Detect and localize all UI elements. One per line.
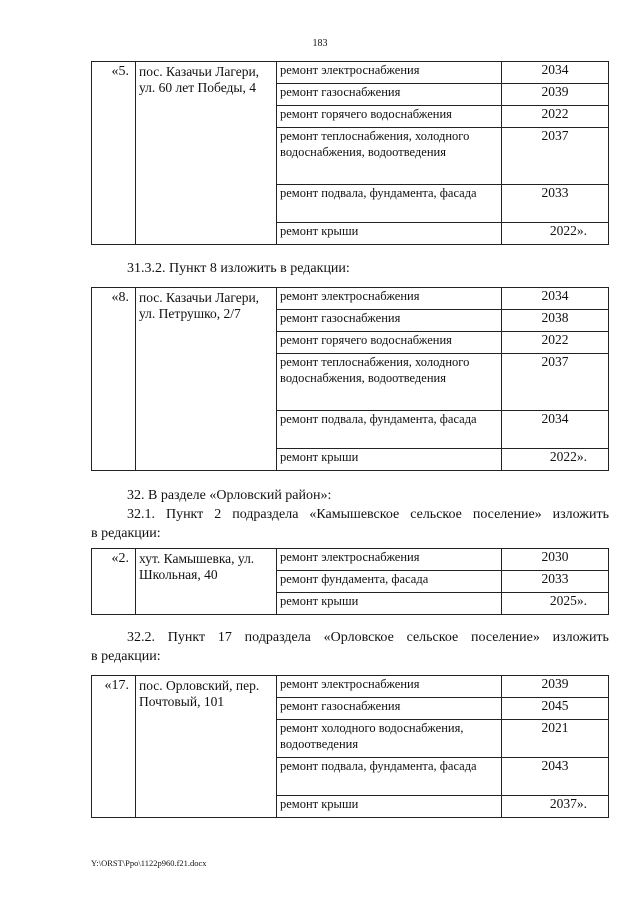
item-address: пос. Казачьи Лагери, ул. 60 лет Победы, 4 [136, 62, 277, 245]
year-cell: 2022 [502, 332, 609, 354]
year-cell: 2039 [502, 84, 609, 106]
year-cell: 2034 [502, 411, 609, 449]
year-cell: 2030 [502, 549, 609, 571]
work-cell: ремонт горячего водоснабжения [277, 332, 502, 354]
work-cell: ремонт крыши [277, 593, 502, 615]
work-cell: ремонт газоснабжения [277, 698, 502, 720]
year-cell: 2037 [502, 128, 609, 185]
year-cell: 2022 [502, 106, 609, 128]
year-cell: 2033 [502, 571, 609, 593]
item-number: «2. [92, 549, 136, 615]
year-cell: 2038 [502, 310, 609, 332]
work-cell: ремонт холодного водоснабжения, водоотведения [277, 720, 502, 758]
year-cell: 2021 [502, 720, 609, 758]
repair-table-item-5 [91, 61, 609, 245]
year-cell: 2043 [502, 758, 609, 796]
paragraph-text: в редакции: [91, 526, 161, 541]
work-cell: ремонт горячего водоснабжения [277, 106, 502, 128]
year-cell: 2039 [502, 676, 609, 698]
year-cell: 2025». [549, 593, 587, 608]
paragraph-31-3-2 [91, 259, 609, 278]
work-cell: ремонт подвала, фундамента, фасада [277, 185, 502, 223]
year-cell: 2022». [549, 223, 587, 238]
work-cell: ремонт крыши [277, 223, 502, 245]
work-cell: ремонт теплоснабжения, холодного водоснабжения, водоотведения [277, 128, 502, 185]
paragraph-text: 32. В разделе «Орловский район»: [127, 488, 332, 503]
year-cell: 2033 [502, 185, 609, 223]
page-number: 183 [312, 38, 328, 49]
paragraph-text: 31.3.2. Пункт 8 изложить в редакции: [127, 261, 350, 276]
item-address: пос. Казачьи Лагери, ул. Петрушко, 2/7 [136, 288, 277, 471]
work-cell: ремонт подвала, фундамента, фасада [277, 411, 502, 449]
year-cell: 2034 [502, 288, 609, 310]
item-address: хут. Камышевка, ул. Школьная, 40 [136, 549, 277, 615]
year-cell: 2037». [549, 796, 587, 811]
year-cell: 2045 [502, 698, 609, 720]
repair-table-item-8 [91, 287, 609, 471]
work-cell: ремонт электроснабжения [277, 676, 502, 698]
year-cell: 2037 [502, 354, 609, 411]
item-number: «17. [92, 676, 136, 818]
year-cell: 2034 [502, 62, 609, 84]
repair-table-item-17 [91, 675, 609, 818]
footer-file-path: Y:\ORST\Ppo\1122p960.f21.docx [91, 858, 207, 868]
work-cell: ремонт крыши [277, 449, 502, 471]
work-cell: ремонт газоснабжения [277, 310, 502, 332]
work-cell: ремонт электроснабжения [277, 62, 502, 84]
item-number: «5. [92, 62, 136, 245]
work-cell: ремонт крыши [277, 796, 502, 818]
work-cell: ремонт подвала, фундамента, фасада [277, 758, 502, 796]
paragraph-text: 32.2. Пункт 17 подраздела «Орловское сельское поселение» изложить [127, 630, 609, 645]
work-cell: ремонт газоснабжения [277, 84, 502, 106]
work-cell: ремонт электроснабжения [277, 288, 502, 310]
work-cell: ремонт фундамента, фасада [277, 571, 502, 593]
year-cell: 2022». [549, 449, 587, 464]
item-address: пос. Орловский, пер. Почтовый, 101 [136, 676, 277, 818]
work-cell: ремонт теплоснабжения, холодного водоснабжения, водоотведения [277, 354, 502, 411]
paragraph-text: в редакции: [91, 649, 161, 664]
work-cell: ремонт электроснабжения [277, 549, 502, 571]
repair-table-item-2 [91, 548, 609, 615]
paragraph-text: 32.1. Пункт 2 подраздела «Камышевское сельское поселение» изложить [127, 507, 609, 522]
paragraph-32 [91, 486, 609, 543]
item-number: «8. [92, 288, 136, 471]
paragraph-32-2 [91, 628, 609, 666]
